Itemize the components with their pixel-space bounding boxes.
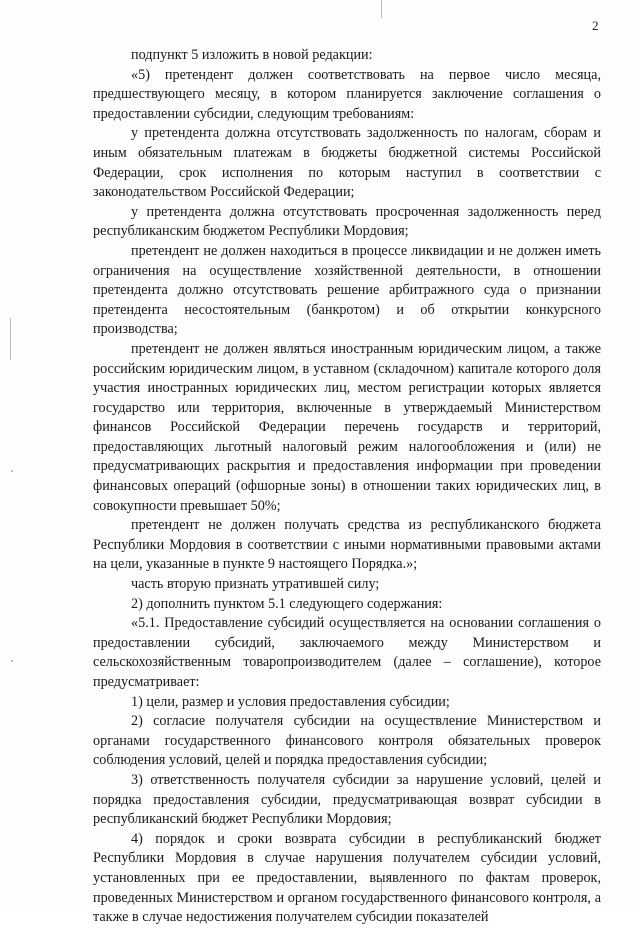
document-body (93, 46, 601, 928)
paragraph: претендент не должен получать средства из республиканского бюджета Республики Мордовия в соответствии с иными нормативными правовыми актами на цели, указанные в пункте 9 настоящего Порядка.»; (93, 517, 601, 573)
paragraph: у претендента должна отсутствовать задолженность по налогам, сборам и иным обязательным платежам в бюджеты бюджетной системы Российской Федерации, срок исполнения по которым наступил в соответствии с законодательством Российской Федерации; (93, 125, 601, 201)
paragraph: претендент не должен находиться в процессе ликвидации и не должен иметь ограничения на осуществление хозяйственной деятельности, в отношении претендента должно отсутствовать решение арбитражного суда о признании претендента несостоятельным (банкротом) и об открытии конкурсного производства; (93, 242, 601, 338)
paragraph: 4) порядок и сроки возврата субсидии в республиканский бюджет Республики Мордовия в случае нарушения получателем субсидии условий, установленных при ее предоставлении, выявленного по фактам проверок, проведенных Министерством и органом государственного финансового контроля, а также в случае недостижения получателем субсидии показателей (93, 830, 601, 926)
scan-artifact-left (10, 318, 11, 360)
paragraph: 2) дополнить пунктом 5.1 следующего содержания: (131, 595, 443, 612)
paragraph: 2) согласие получателя субсидии на осуществление Министерством и органами государственного финансового контроля обязательных проверок соблюдения условий, целей и порядка предоставления субсидии; (93, 713, 601, 769)
paragraph: претендент не должен являться иностранным юридическим лицом, а также российским юридическим лицом, в уставном (складочном) капитале которого доля участия иностранных юридических лиц, местом регистрации которых является государство или территория, включенные в утверждаемый Министерством финансов Российской Федерации перечень государств и территорий, предоставляющих льготный налоговый режим налогообложения и (или) не предусматривающих раскрытия и предоставления информации при проведении финансовых операций (офшорные зоны) в отношении таких юридических лиц, в совокупности превышает 50%; (93, 340, 601, 514)
paragraph: подпункт 5 изложить в новой редакции: (131, 47, 373, 63)
paragraph: 3) ответственность получателя субсидии за нарушение условий, целей и порядка предоставления субсидии, предусматривающая возврат субсидии в республиканский бюджет Республики Мордовия; (93, 771, 601, 828)
scan-artifact-dot (11, 470, 13, 472)
paragraph: «5) претендент должен соответствовать на первое число месяца, предшествующего месяцу, в котором планируется заключение соглашения о предоставлении субсидии, следующим требованиям: (93, 66, 601, 122)
paragraph: «5.1. Предоставление субсидий осуществляется на основании соглашения о предоставлении субсидий, заключаемого между Министерством и сельскохозяйственным товаропроизводителем (далее – соглашение), которое предусматривает: (93, 615, 601, 690)
scan-artifact-dot (11, 660, 13, 662)
scan-artifact-top (381, 0, 382, 18)
page-number: 2 (592, 18, 599, 33)
paragraph: 1) цели, размер и условия предоставления субсидии; (131, 693, 450, 710)
paragraph: часть вторую признать утратившей силу; (131, 576, 380, 593)
paragraph: у претендента должна отсутствовать просроченная задолженность перед республиканским бюджетом Республики Мордовия; (93, 203, 601, 240)
